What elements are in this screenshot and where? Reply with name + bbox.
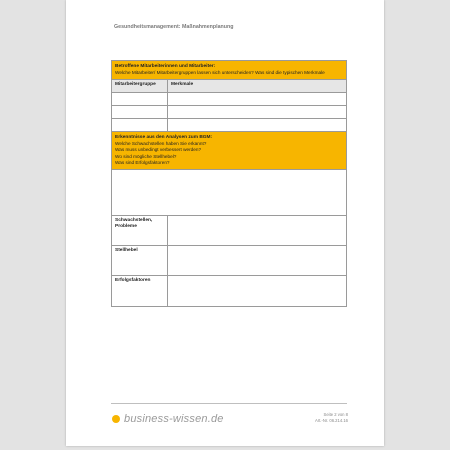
table-cell[interactable] xyxy=(168,119,346,131)
logo-dot-icon xyxy=(112,415,120,423)
question-improve: Was muss unbedingt verbessert werden? xyxy=(115,147,202,152)
table-cell[interactable] xyxy=(112,106,168,118)
section-heading: Erkenntnisse aus den Analysen zum BGM: xyxy=(115,134,213,140)
row-label: Erfolgsfaktoren xyxy=(112,276,168,306)
footer-meta xyxy=(315,412,348,424)
planning-table xyxy=(111,60,347,307)
document-page xyxy=(66,0,384,446)
column-header-traits: Merkmale xyxy=(171,81,194,87)
article-number: Art.-Nr. 06.214.16 xyxy=(314,418,348,423)
section-heading: Betroffene Mitarbeiterinnen und Mitarbeiter: xyxy=(115,64,216,69)
section-employees xyxy=(112,61,346,80)
column-header-group: Mitarbeitergruppe xyxy=(112,80,168,92)
table-row xyxy=(112,93,346,106)
page-number: Seite 2 von 8 xyxy=(323,412,348,417)
table-header-row xyxy=(112,80,346,93)
row-label: Schwachstellen, Probleme xyxy=(112,216,168,245)
document-title: Gesundheitsmanagement: Maßnahmenplanung xyxy=(114,24,234,30)
table-cell[interactable] xyxy=(112,119,168,131)
section-findings xyxy=(112,132,346,170)
brand-logo xyxy=(112,413,224,425)
question-weaknesses: Welche Schwachstellen haben Sie erkannt? xyxy=(115,140,207,146)
row-label: Stellhebel xyxy=(112,246,168,275)
table-row xyxy=(112,106,346,119)
table-row xyxy=(112,119,346,132)
table-cell[interactable] xyxy=(112,93,168,105)
footer-divider xyxy=(111,403,347,404)
question-levers: Wo sind mögliche Stellhebel? xyxy=(115,153,177,159)
row-input[interactable] xyxy=(168,216,346,245)
table-cell[interactable] xyxy=(168,93,346,105)
row-weaknesses xyxy=(112,216,346,246)
row-input[interactable] xyxy=(168,246,346,275)
row-success-factors xyxy=(112,276,346,306)
row-input[interactable] xyxy=(168,276,346,306)
row-levers xyxy=(112,246,346,276)
table-cell[interactable] xyxy=(168,106,346,118)
logo-text: business-wissen.de xyxy=(124,413,224,425)
question-success: Was sind Erfolgsfaktoren? xyxy=(115,160,170,165)
findings-notes-area[interactable] xyxy=(112,170,346,216)
section-question: Welche Mitarbeiter/ Mitarbeitergruppen lassen sich unterscheiden? Was sind die typischen Merkmale xyxy=(115,70,325,75)
